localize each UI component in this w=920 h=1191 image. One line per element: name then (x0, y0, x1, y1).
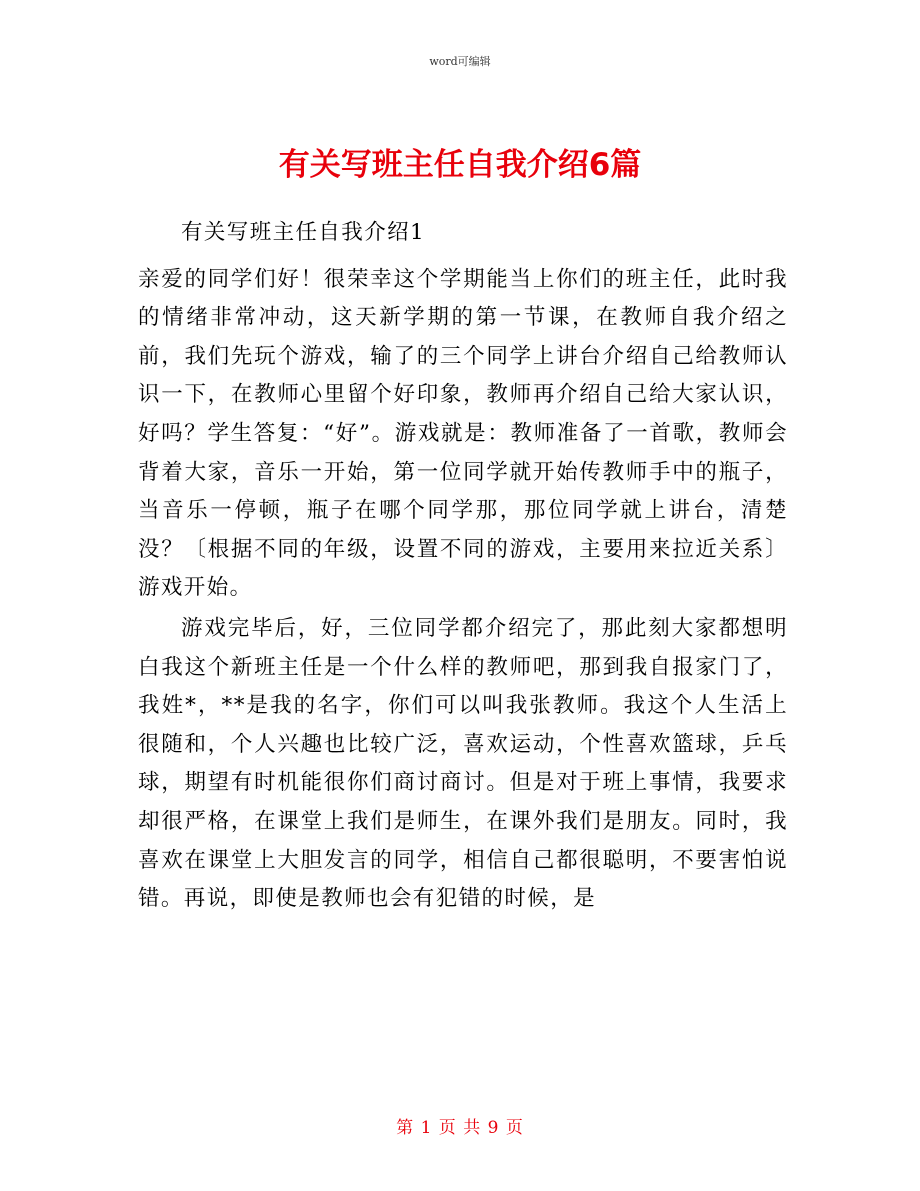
document-body (138, 214, 788, 919)
document-title: 有关写班主任自我介绍6篇 (278, 146, 642, 183)
body-paragraph-2: 游戏完毕后，好，三位同学都介绍完了，那此刻大家都想明白我这个新班主任是一个什么样的教师吧，那到我自报家门了，我姓*，**是我的名字，你们可以叫我张教师。我这个人生活上很随和，个人兴趣也比较广泛，喜欢运动，个性喜欢篮球，乒乓球，期望有时机能很你们商讨商讨。但是对于班上事情，我要求却很严格，在课堂上我们是师生，在课外我们是朋友。同时，我喜欢在课堂上大胆发言的同学，相信自己都很聪明，不要害怕说错。再说，即使是教师也会有犯错的时候，是 (138, 615, 788, 912)
header-note: word可编辑 (429, 55, 491, 68)
page-footer: 第 1 页 共 9 页 (396, 1118, 524, 1138)
section-subtitle: 有关写班主任自我介绍1 (181, 220, 426, 245)
body-paragraph-1: 亲爱的同学们好！很荣幸这个学期能当上你们的班主任，此时我的情绪非常冲动，这天新学期的第一节课，在教师自我介绍之前，我们先玩个游戏，输了的三个同学上讲台介绍自己给教师认识一下，在教师心里留个好印象，教师再介绍自己给大家认识，好吗？学生答复：“好”。游戏就是：教师准备了一首歌，教师会背着大家，音乐一开始，第一位同学就开始传教师手中的瓶子，当音乐一停顿，瓶子在哪个同学那，那位同学就上讲台，清楚没？〔根据不同的年级，设置不同的游戏，主要用来拉近关系〕游戏开始。 (138, 266, 788, 601)
